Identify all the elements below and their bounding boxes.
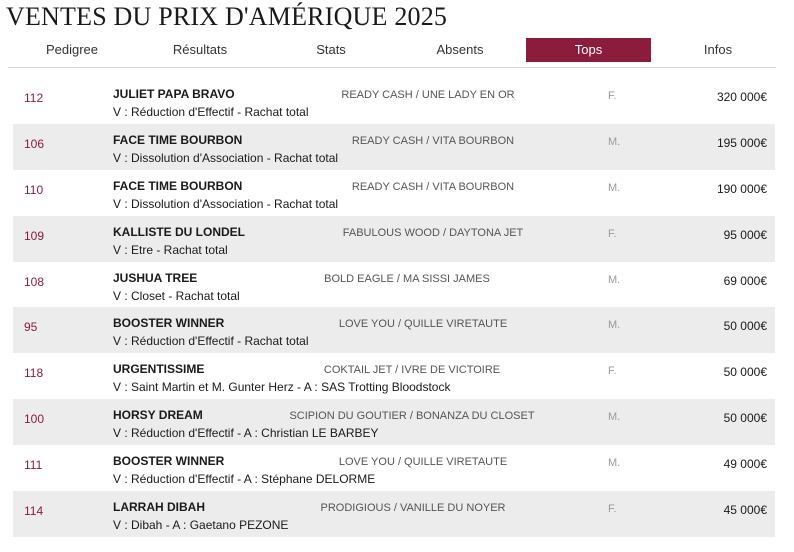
sex: M. [608,319,621,332]
horse-name: BOOSTER WINNER [113,316,225,331]
horse-name: URGENTISSIME [113,362,205,377]
horse-name: JULIET PAPA BRAVO [113,87,235,101]
horse-name: JUSHUA TREE [113,270,198,285]
sex: M. [608,273,621,286]
sex: F. [608,227,617,240]
price: 195 000€ [716,135,767,150]
lot-number: 100 [24,412,45,427]
list-item[interactable] [13,491,775,537]
price: 50 000€ [723,365,767,380]
vendor-buyer: V : Dissolution d'Association - Rachat total [113,150,339,165]
sex: M. [608,181,621,194]
lot-number: 111 [24,458,43,473]
list-item[interactable] [13,445,775,491]
horse-name: FACE TIME BOURBON [113,178,243,193]
pedigree: READY CASH / VITA BOURBON [351,134,515,147]
tab-bar [8,38,776,62]
sex: M. [608,135,621,148]
tab-resultats[interactable]: Résultats [172,42,228,57]
lot-number: 109 [24,228,45,243]
tab-tops[interactable]: Tops [526,38,651,62]
horse-name: BOOSTER WINNER [113,454,225,469]
sales-list [13,78,775,537]
pedigree: READY CASH / UNE LADY EN OR [341,89,515,101]
tab-stats[interactable]: Stats [316,42,346,57]
vendor-buyer: V : Réduction d'Effectif - A : Christian LE BARBEY [113,426,379,441]
lot-number: 110 [24,182,44,197]
price: 320 000€ [716,90,767,104]
price: 50 000€ [723,319,767,334]
pedigree: SCIPION DU GOUTIER / BONANZA DU CLOSET [289,410,535,423]
page-title: VENTES DU PRIX D'AMÉRIQUE 2025 [6,2,448,31]
pedigree: LOVE YOU / QUILLE VIRETAUTE [338,456,508,469]
pedigree: PRODIGIOUS / VANILLE DU NOYER [320,502,506,515]
sex: F. [608,365,617,378]
price: 190 000€ [716,181,767,196]
list-item[interactable] [13,78,775,124]
list-item[interactable] [13,262,775,308]
tabs-divider [8,67,776,68]
lot-number: 112 [24,91,44,105]
tab-infos[interactable]: Infos [703,42,733,57]
horse-name: HORSY DREAM [113,408,203,423]
sex: F. [608,503,617,516]
tab-pedigree[interactable]: Pedigree [45,42,99,57]
sex: M. [608,457,621,470]
list-item[interactable] [13,170,775,216]
list-item[interactable] [13,353,775,399]
lot-number: 118 [24,366,44,381]
list-item[interactable] [13,307,775,353]
pedigree: FABULOUS WOOD / DAYTONA JET [342,226,524,239]
lot-number: 114 [24,504,44,519]
lot-number: 106 [24,136,45,151]
horse-name: FACE TIME BOURBON [113,132,243,147]
price: 49 000€ [723,457,767,472]
horse-name: KALLISTE DU LONDEL [113,224,245,239]
vendor-buyer: V : Etre - Rachat total [113,242,228,257]
price: 95 000€ [723,227,767,242]
horse-name: LARRAH DIBAH [113,500,205,515]
vendor-buyer: V : Closet - Rachat total [113,288,240,303]
sex: F. [608,90,617,102]
vendor-buyer: V : Dibah - A : Gaetano PEZONE [113,518,289,533]
list-item[interactable] [13,124,775,170]
lot-number: 108 [24,274,45,289]
pedigree: LOVE YOU / QUILLE VIRETAUTE [338,318,508,331]
price: 50 000€ [723,411,767,426]
vendor-buyer: V : Réduction d'Effectif - A : Stéphane DELORME [113,472,376,487]
tab-absents[interactable]: Absents [436,42,484,57]
pedigree: READY CASH / VITA BOURBON [351,180,515,193]
pedigree: COKTAIL JET / IVRE DE VICTOIRE [323,364,501,377]
vendor-buyer: V : Saint Martin et M. Gunter Herz - A : SAS Trotting Bloodstock [113,380,451,395]
vendor-buyer: V : Réduction d'Effectif - Rachat total [113,334,309,349]
list-item[interactable] [13,216,775,262]
vendor-buyer: V : Dissolution d'Association - Rachat total [113,196,339,211]
sex: M. [608,411,621,424]
price: 45 000€ [723,503,767,518]
list-item[interactable] [13,399,775,445]
price: 69 000€ [723,273,767,288]
pedigree: BOLD EAGLE / MA SISSI JAMES [324,272,490,285]
vendor-buyer: V : Réduction d'Effectif - Rachat total [113,105,309,119]
lot-number: 95 [24,320,38,335]
